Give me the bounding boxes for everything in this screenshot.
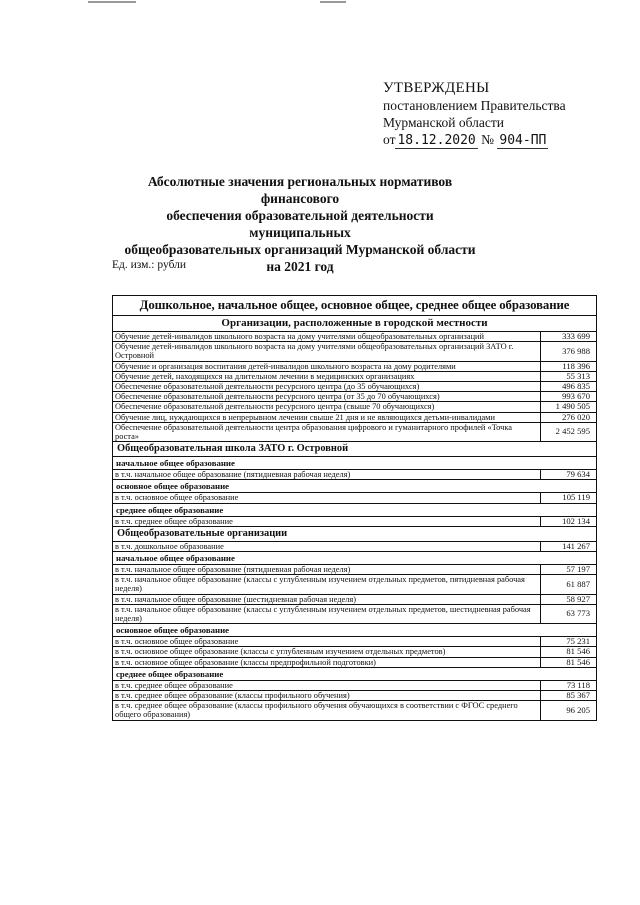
table-row: [113, 371, 597, 381]
row-value: 79 634: [541, 470, 597, 480]
row-value: 96 205: [541, 701, 597, 720]
title-line: Абсолютные значения региональных нормативов финансового: [147, 174, 453, 206]
row-value: 1 490 505: [541, 402, 597, 412]
row-value: 57 197: [541, 565, 597, 575]
row-value: 81 546: [541, 647, 597, 657]
section-header-row: [113, 442, 597, 457]
scan-edge-marks: [0, 0, 640, 6]
row-value: 73 118: [541, 680, 597, 690]
table-row: [113, 604, 597, 623]
table-header-row: [113, 296, 597, 316]
section-header-row: [113, 526, 597, 541]
number-sign: №: [481, 132, 495, 147]
row-label: Обеспечение образовательной деятельности ресурсного центра (свыше 70 обучающихся): [113, 402, 541, 412]
row-label: в т.ч. среднее общее образование: [113, 680, 541, 690]
row-label: в т.ч. начальное общее образование (пятидневная рабочая неделя): [113, 470, 541, 480]
table-row: [113, 594, 597, 604]
subsection-header-row: [113, 457, 597, 470]
table-row: [113, 541, 597, 551]
table-row: [113, 575, 597, 594]
subsection-header-row: [113, 624, 597, 637]
row-label: Обучение детей-инвалидов школьного возраста на дому учителями общеобразовательных организаций: [113, 332, 541, 342]
row-label: в т.ч. начальное общее образование (шестидневная рабочая неделя): [113, 594, 541, 604]
row-value: 55 313: [541, 371, 597, 381]
table-row: [113, 701, 597, 720]
title-line: обеспечения образовательной деятельности муниципальных: [166, 208, 434, 240]
row-label: в т.ч. среднее общее образование: [113, 516, 541, 526]
row-label: в т.ч. основное общее образование: [113, 637, 541, 647]
row-value: 141 267: [541, 541, 597, 551]
table-row: [113, 412, 597, 422]
title-line: на 2021 год: [266, 259, 334, 274]
row-label: в т.ч. начальное общее образование (классы с углубленным изучением отдельных предметов, шестидневная рабочая неделя): [113, 604, 541, 623]
subsection-header-row: [113, 503, 597, 516]
table-row: [113, 361, 597, 371]
table-row: [113, 392, 597, 402]
row-value: 376 988: [541, 342, 597, 361]
table-row: [113, 332, 597, 342]
row-label: Обучение лиц, нуждающихся в непрерывном лечении свыше 21 дня и не являющихся детьми-инвалидами: [113, 412, 541, 422]
row-label: в т.ч. начальное общее образование (пятидневная рабочая неделя): [113, 565, 541, 575]
row-value: 105 119: [541, 493, 597, 503]
row-value: 85 367: [541, 691, 597, 701]
row-value: 61 887: [541, 575, 597, 594]
secondary-header: среднее общее образование: [113, 667, 597, 680]
table-row: [113, 680, 597, 690]
table-row: [113, 657, 597, 667]
ostrovnoy-primary-header: начальное общее образование: [113, 457, 597, 470]
row-label: Обучение детей-инвалидов школьного возраста на дому учителями общеобразовательных организаций ЗАТО г. Островной: [113, 342, 541, 361]
table-row: [113, 470, 597, 480]
table-row: [113, 422, 597, 441]
urban-header: Организации, расположенные в городской местности: [113, 316, 597, 332]
title-line: общеобразовательных организаций Мурманской области: [124, 242, 476, 257]
row-label: Обеспечение образовательной деятельности центра образования цифрового и гуманитарного профилей «Точка роста»: [113, 422, 541, 441]
row-label: в т.ч. дошкольное образование: [113, 541, 541, 551]
primary-header: начальное общее образование: [113, 552, 597, 565]
row-label: в т.ч. среднее общее образование (классы профильного обучения обучающихся в соответствии с ФГОС среднего общего образования): [113, 701, 541, 720]
row-label: в т.ч. основное общее образование: [113, 493, 541, 503]
table-row: [113, 691, 597, 701]
row-label: Обеспечение образовательной деятельности ресурсного центра (от 35 до 70 обучающихся): [113, 392, 541, 402]
row-value: 81 546: [541, 657, 597, 667]
row-value: 496 835: [541, 382, 597, 392]
row-label: в т.ч. среднее общее образование (классы профильного обучения): [113, 691, 541, 701]
table-row: [113, 493, 597, 503]
row-value: 118 396: [541, 361, 597, 371]
table-row: [113, 647, 597, 657]
row-label: в т.ч. основное общее образование (классы с углубленным изучением отдельных предметов): [113, 647, 541, 657]
approval-date-line: [383, 131, 566, 149]
approval-heading: УТВЕРЖДЕНЫ: [383, 80, 490, 96]
approval-block: [383, 80, 566, 149]
row-value: 75 231: [541, 637, 597, 647]
row-value: 333 699: [541, 332, 597, 342]
table-row: [113, 565, 597, 575]
ostrovnoy-basic-header: основное общее образование: [113, 480, 597, 493]
row-label: в т.ч. начальное общее образование (классы с углубленным изучением отдельных предметов, пятидневная рабочая неделя): [113, 575, 541, 594]
unit-label: Ед. изм.: рубли: [112, 259, 187, 271]
table-row: [113, 402, 597, 412]
row-value: 2 452 595: [541, 422, 597, 441]
row-value: 102 134: [541, 516, 597, 526]
subsection-header-row: [113, 552, 597, 565]
from-label: от: [383, 132, 396, 147]
ostrovnoy-secondary-header: среднее общее образование: [113, 503, 597, 516]
row-label: Обеспечение образовательной деятельности ресурсного центра (до 35 обучающихся): [113, 382, 541, 392]
subsection-header-row: [113, 480, 597, 493]
approval-line-2: Мурманской области: [383, 115, 504, 130]
row-value: 58 927: [541, 594, 597, 604]
general-header: Общеобразовательные организации: [113, 526, 597, 541]
decree-date: 18.12.2020: [397, 133, 476, 148]
table-row: [113, 382, 597, 392]
basic-header: основное общее образование: [113, 624, 597, 637]
ostrovnoy-header: Общеобразовательная школа ЗАТО г. Островной: [113, 442, 597, 457]
row-label: Обучение и организация воспитания детей-инвалидов школьного возраста на дому родителями: [113, 361, 541, 371]
row-label: Обучение детей, находящихся на длительном лечении в медицинских организациях: [113, 371, 541, 381]
normatives-table: [112, 295, 597, 721]
subsection-header-row: [113, 667, 597, 680]
section-header-row: [113, 316, 597, 332]
row-value: 993 670: [541, 392, 597, 402]
main-header: Дошкольное, начальное общее, основное общее, среднее общее образование: [113, 296, 597, 316]
table-row: [113, 342, 597, 361]
table-row: [113, 637, 597, 647]
approval-line-1: постановлением Правительства: [383, 98, 566, 113]
decree-number: 904-ПП: [499, 133, 547, 148]
row-value: 276 020: [541, 412, 597, 422]
table-row: [113, 516, 597, 526]
row-label: в т.ч. основное общее образование (классы предпрофильной подготовки): [113, 657, 541, 667]
row-value: 63 773: [541, 604, 597, 623]
